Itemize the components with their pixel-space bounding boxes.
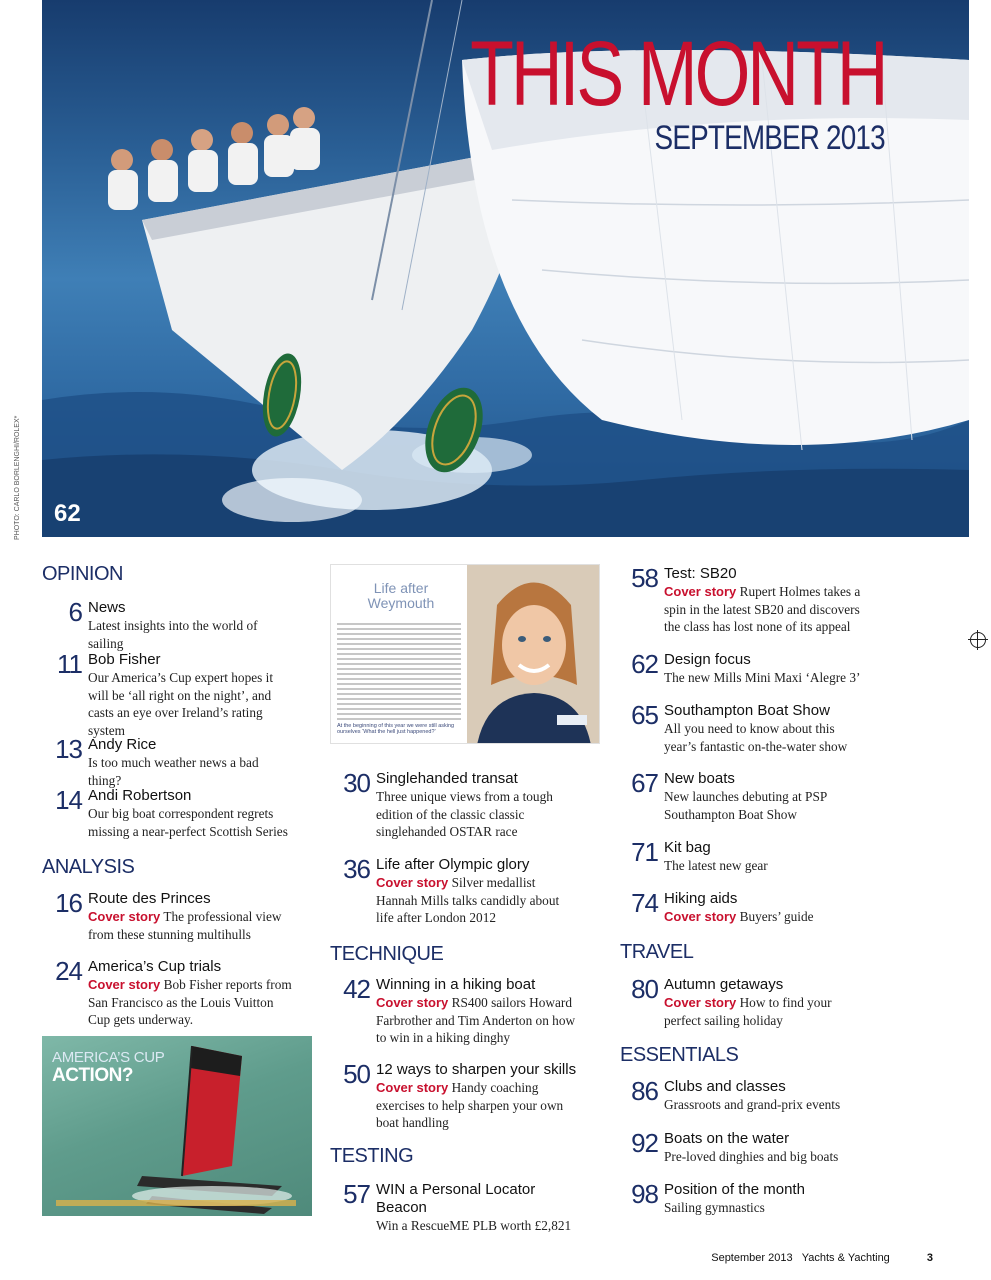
toc-item[interactable] <box>618 1078 868 1114</box>
toc-item[interactable] <box>618 1181 868 1217</box>
toc-description: Cover story The professional view from these stunning multihulls <box>88 909 282 942</box>
section-heading-opinion: OPINION <box>42 563 123 585</box>
section-heading-technique: TECHNIQUE <box>330 943 444 965</box>
cover-story-tag: Cover story <box>376 995 449 1010</box>
toc-page-number: 42 <box>343 974 370 1004</box>
toc-page-number: 65 <box>631 700 658 730</box>
cover-story-tag: Cover story <box>376 1080 449 1095</box>
toc-description: Cover story How to find your perfect sailing holiday <box>664 995 832 1028</box>
issue-date: SEPTEMBER 2013 <box>654 119 885 157</box>
toc-item[interactable] <box>330 1061 580 1132</box>
hero-page-ref[interactable]: 62 <box>54 500 81 527</box>
inset-olympic-portrait <box>467 565 600 744</box>
toc-description: Our America’s Cup expert hopes it will be ‘all right on the night’, and casts an eye over Ireland’s rating system <box>88 670 274 738</box>
section-heading-analysis: ANALYSIS <box>42 856 135 878</box>
toc-description: Our big boat correspondent regrets missing a near-perfect Scottish Series <box>88 806 288 839</box>
toc-item[interactable] <box>42 736 292 789</box>
page-number: 3 <box>926 1252 933 1264</box>
toc-item[interactable] <box>618 1130 868 1166</box>
cover-story-tag: Cover story <box>664 909 737 924</box>
toc-title: 12 ways to sharpen your skills <box>376 1061 577 1078</box>
toc-item[interactable] <box>330 770 580 841</box>
inset-ac-title: AMERICA’S CUP <box>52 1049 165 1066</box>
inset-americas-cup[interactable] <box>42 1036 312 1216</box>
toc-description: Cover story Bob Fisher reports from San Francisco as the Louis Vuitton Cup gets underway. <box>88 977 292 1027</box>
cover-story-tag: Cover story <box>88 909 161 924</box>
toc-description: Cover story Buyers’ guide <box>664 909 814 924</box>
toc-title: News <box>88 599 126 616</box>
toc-page-number: 67 <box>631 768 658 798</box>
toc-page-number: 71 <box>631 837 658 867</box>
cover-story-tag: Cover story <box>664 584 737 599</box>
toc-title: Bob Fisher <box>88 651 161 668</box>
toc-page-number: 50 <box>343 1059 370 1089</box>
toc-description: All you need to know about this year’s fantastic on-the-water show <box>664 721 848 754</box>
toc-title: Singlehanded transat <box>376 770 518 787</box>
toc-page-number: 74 <box>631 888 658 918</box>
toc-description: Grassroots and grand-prix events <box>664 1097 841 1112</box>
section-heading-testing: TESTING <box>330 1145 414 1167</box>
footer-magazine: Yachts & Yachting <box>801 1252 890 1264</box>
toc-description: The latest new gear <box>664 858 768 873</box>
toc-title: Andi Robertson <box>88 787 192 804</box>
toc-item[interactable] <box>618 890 868 926</box>
page-title: THIS MONTH <box>469 23 885 125</box>
toc-title: Andy Rice <box>88 736 157 753</box>
toc-title: Kit bag <box>664 839 711 856</box>
toc-page-number: 6 <box>68 597 82 627</box>
toc-page-number: 14 <box>55 785 82 815</box>
toc-page-number: 36 <box>343 854 370 884</box>
toc-page-number: 80 <box>631 974 658 1004</box>
toc-page-number: 86 <box>631 1076 658 1106</box>
toc-item[interactable] <box>618 839 868 875</box>
toc-title: Southampton Boat Show <box>664 702 830 719</box>
photo-credit: PHOTO: CARLO BORLENGHI/ROLEX* <box>14 415 21 540</box>
portrait-illustration <box>467 565 600 744</box>
inset-olympic-spread[interactable] <box>330 564 600 744</box>
toc-title: Position of the month <box>664 1181 805 1198</box>
toc-title: Design focus <box>664 651 751 668</box>
toc-page-number: 62 <box>631 649 658 679</box>
toc-item[interactable] <box>42 651 292 739</box>
toc-page-number: 24 <box>55 956 82 986</box>
toc-description: New launches debuting at PSP Southampton Boat Show <box>664 789 827 822</box>
toc-title: New boats <box>664 770 735 787</box>
cover-story-tag: Cover story <box>664 995 737 1010</box>
toc-item[interactable] <box>618 651 868 687</box>
toc-item[interactable] <box>618 770 868 823</box>
toc-item[interactable] <box>618 565 868 636</box>
toc-item[interactable] <box>618 702 868 755</box>
toc-item[interactable] <box>330 976 580 1047</box>
toc-title: Test: SB20 <box>664 565 737 582</box>
toc-item[interactable] <box>330 1181 580 1235</box>
inset-olympic-quote: At the beginning of this year we were still asking ourselves ‘What the hell just happened?’ <box>337 723 455 735</box>
toc-description: Cover story Handy coaching exercises to help sharpen your own boat handling <box>376 1080 564 1130</box>
registration-mark-icon <box>970 632 986 648</box>
toc-item[interactable] <box>42 787 292 840</box>
inset-body-text-lines <box>337 623 461 723</box>
cover-story-tag: Cover story <box>376 875 449 890</box>
toc-description: Latest insights into the world of sailing <box>88 618 258 651</box>
toc-page-number: 58 <box>631 563 658 593</box>
toc-item[interactable] <box>42 599 292 652</box>
inset-olympic-text-page <box>331 565 467 744</box>
toc-title: Route des Princes <box>88 890 211 907</box>
cover-story-tag: Cover story <box>88 977 161 992</box>
inset-olympic-heading: Life after Weymouth <box>367 580 435 611</box>
toc-item[interactable] <box>42 890 292 943</box>
section-heading-essentials: ESSENTIALS <box>620 1044 739 1066</box>
toc-item[interactable] <box>42 958 292 1029</box>
hero-photo <box>42 0 969 537</box>
toc-title: Hiking aids <box>664 890 738 907</box>
toc-title: WIN a Personal Locator Beacon <box>376 1181 536 1216</box>
section-heading-travel: TRAVEL <box>620 941 694 963</box>
toc-page-number: 11 <box>57 649 82 679</box>
toc-page-number: 13 <box>55 734 82 764</box>
toc-description: Cover story Rupert Holmes takes a spin in the latest SB20 and discovers the class has lost none of its appeal <box>664 584 861 634</box>
toc-description: Three unique views from a tough edition of the classic classic singlehanded OSTAR race <box>376 789 553 839</box>
toc-description: Is too much weather news a bad thing? <box>88 755 259 788</box>
toc-description: Win a RescueME PLB worth £2,821 <box>376 1218 572 1233</box>
toc-description: Cover story RS400 sailors Howard Farbrother and Tim Anderton on how to win in a hiking dinghy <box>376 995 576 1045</box>
toc-page-number: 16 <box>55 888 82 918</box>
toc-description: Sailing gymnastics <box>664 1200 765 1215</box>
toc-page-number: 92 <box>631 1128 658 1158</box>
toc-description: Pre-loved dinghies and big boats <box>664 1149 839 1164</box>
toc-page-number: 57 <box>343 1179 370 1209</box>
page-footer <box>711 1252 933 1264</box>
toc-page-number: 98 <box>631 1179 658 1209</box>
footer-issue: September 2013 <box>711 1252 793 1264</box>
toc-description: Cover story Silver medallist Hannah Mills talks candidly about life after London 2012 <box>376 875 560 925</box>
toc-title: Autumn getaways <box>664 976 784 993</box>
toc-description: The new Mills Mini Maxi ‘Alegre 3’ <box>664 670 861 685</box>
toc-title: Boats on the water <box>664 1130 790 1147</box>
toc-page-number: 30 <box>343 768 370 798</box>
toc-title: Winning in a hiking boat <box>376 976 536 993</box>
toc-title: Life after Olympic glory <box>376 856 530 873</box>
toc-item[interactable] <box>618 976 868 1029</box>
inset-ac-subtitle: ACTION? <box>52 1065 133 1086</box>
toc-title: America’s Cup trials <box>88 958 222 975</box>
toc-title: Clubs and classes <box>664 1078 786 1095</box>
toc-item[interactable] <box>330 856 580 927</box>
